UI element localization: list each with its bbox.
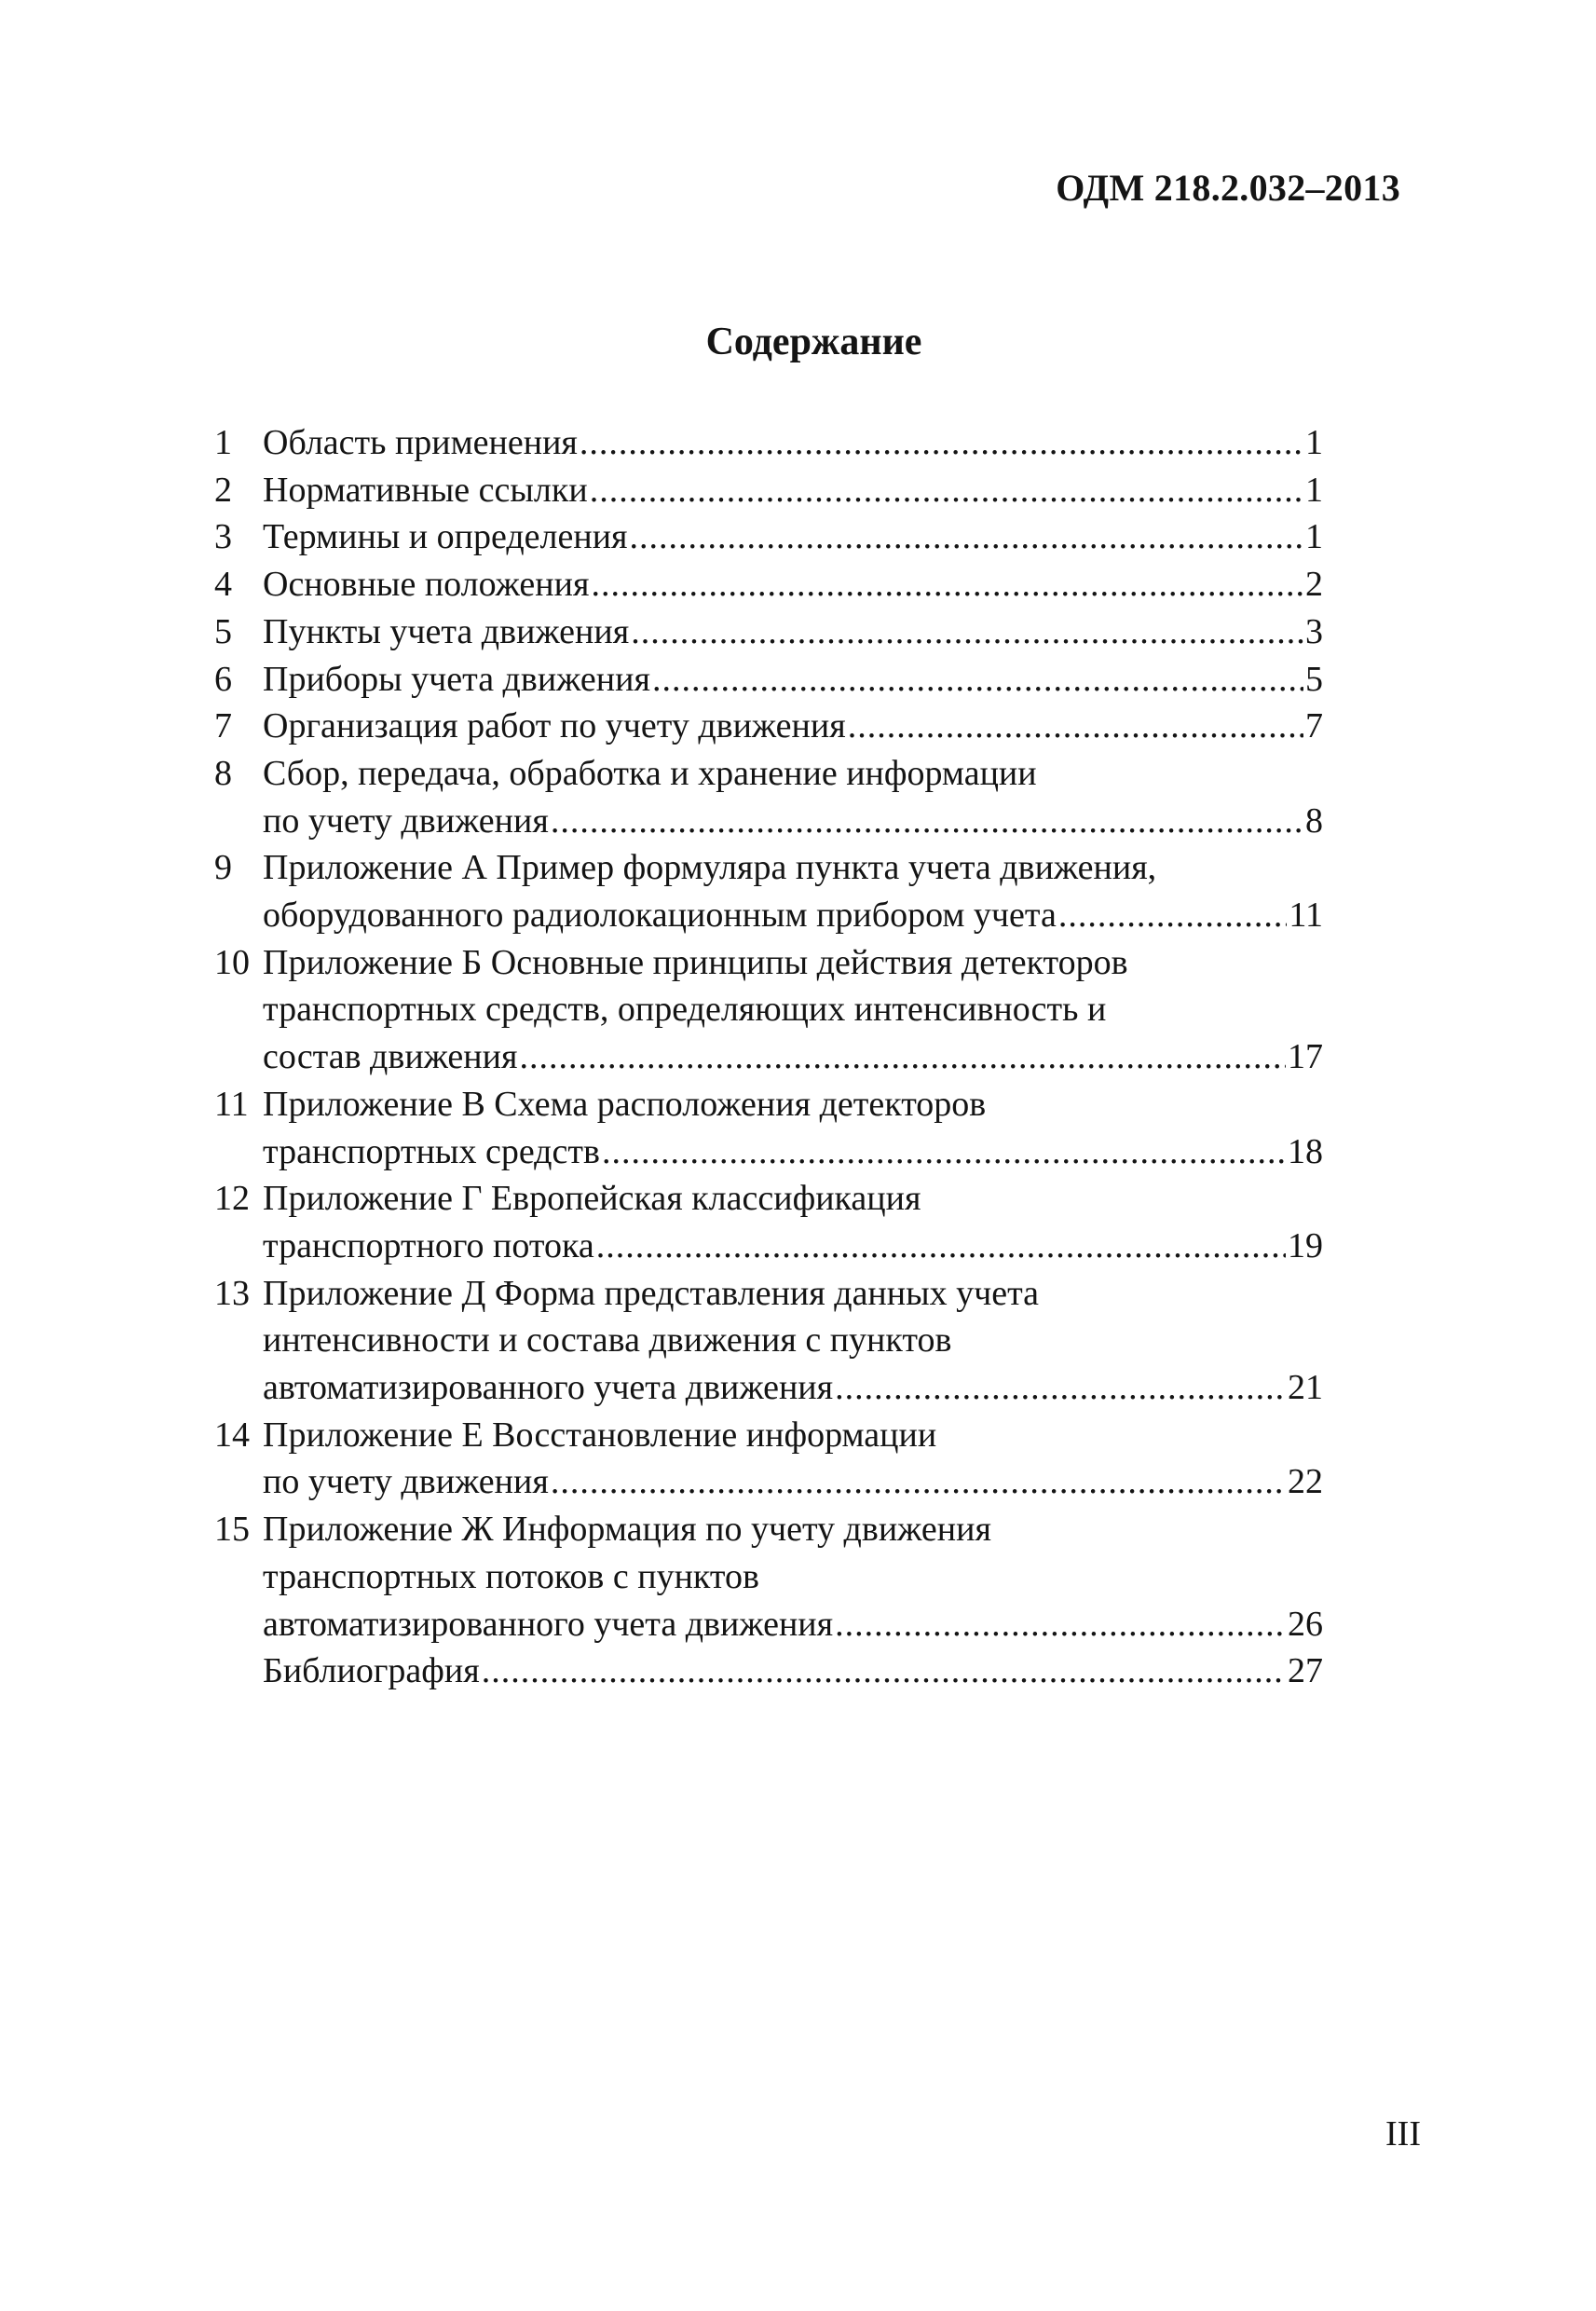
toc-entry-line [214,750,1323,798]
toc-entry-page: 26 [1288,1604,1323,1644]
toc-entry-page: 18 [1288,1131,1323,1171]
toc-entry-page: 19 [1288,1225,1323,1265]
toc-entry-text: Организация работ по учету движения [263,706,846,746]
toc-entry[interactable] [214,1175,1323,1269]
toc-entry-number: 9 [214,848,232,888]
toc-entry-line [214,656,1323,704]
toc-entry-number: 2 [214,470,232,510]
toc-entry-line [214,1317,1323,1364]
toc-entry-line [214,939,1323,987]
toc-entry-line [214,1081,1323,1128]
toc-entry[interactable] [214,703,1323,750]
toc-entry-line [214,467,1323,514]
toc-entry-line [214,1553,1323,1601]
toc-entry-number: 12 [214,1179,250,1219]
toc-entry-page: 22 [1288,1462,1323,1502]
toc-entry[interactable] [214,656,1323,704]
toc-entry-page: 3 [1305,611,1323,651]
document-code: ОДМ 218.2.032–2013 [1056,167,1400,209]
toc-entry[interactable] [214,939,1323,1081]
toc-entry-text: Приложение Е Восстановление информации [263,1415,937,1455]
toc-entry-text: автоматизированного учета движения [263,1604,834,1644]
toc-entry-page: 2 [1305,565,1323,605]
toc-entry-text: Нормативные ссылки [263,470,588,510]
toc-entry-text: Пункты учета движения [263,611,630,651]
toc-entry-number: 10 [214,942,250,982]
toc-entry[interactable] [214,561,1323,609]
toc-entry-line [214,986,1323,1033]
toc-entry-line [214,1364,1323,1412]
toc-entry-page: 8 [1305,800,1323,841]
toc-entry-line [214,1412,1323,1459]
toc-entry-text: Приборы учета движения [263,659,650,699]
toc-dot-leader [482,1648,1286,1695]
toc-entry-page: 11 [1289,896,1323,936]
toc-entry-line [214,1270,1323,1318]
toc-dot-leader [519,1033,1286,1081]
toc-entry-line [214,419,1323,467]
toc-entry-line [214,798,1323,845]
toc-entry-number: 3 [214,517,232,557]
toc-entry-page: 5 [1305,659,1323,699]
toc-entry[interactable] [214,1412,1323,1506]
toc-entry-text: автоматизированного учета движения [263,1368,834,1408]
toc-entry-line [214,892,1323,939]
toc-entry-line [214,609,1323,656]
toc-dot-leader [630,513,1303,561]
toc-title: Содержание [705,321,922,363]
toc-entry[interactable] [214,1081,1323,1175]
toc-entry-number: 5 [214,611,232,651]
toc-entry[interactable] [214,419,1323,467]
toc-entry-line [214,1175,1323,1223]
toc-entry-page: 17 [1288,1037,1323,1077]
toc-entry-text: Приложение Б Основные принципы действия детекторов [263,942,1128,982]
toc-entry-text: Приложение Г Европейская классификация [263,1179,921,1219]
toc-entry-text: транспортного потока [263,1225,594,1265]
toc-dot-leader [591,561,1303,609]
toc-entry-text: интенсивности и состава движения с пунктов [263,1320,952,1361]
toc-entry-number: 11 [214,1084,249,1124]
toc-entry[interactable] [214,1648,1323,1695]
toc-entry-text: транспортных средств [263,1131,600,1171]
toc-entry-number: 6 [214,659,232,699]
toc-dot-leader [602,1128,1286,1176]
toc-dot-leader [551,798,1303,845]
toc-entry-number: 13 [214,1273,250,1313]
toc-entry-number: 14 [214,1415,250,1455]
toc-entry-text: оборудованного радиолокационным прибором учета [263,896,1057,936]
toc-entry-number: 8 [214,753,232,793]
toc-entry-line [214,513,1323,561]
toc-entry[interactable] [214,750,1323,844]
toc-dot-leader [652,656,1303,704]
toc-entry-text: по учету движения [263,800,549,841]
toc-dot-leader [835,1364,1286,1412]
toc-entry-page: 21 [1288,1368,1323,1408]
toc-dot-leader [835,1601,1286,1648]
toc-entry-line [214,561,1323,609]
toc-entry-number: 7 [214,706,232,746]
toc-entry-line [214,1128,1323,1176]
toc-dot-leader [596,1223,1286,1270]
toc-entry-page: 27 [1288,1651,1323,1691]
toc-entry-text: транспортных потоков с пунктов [263,1556,759,1596]
toc-entry-text: Сбор, передача, обработка и хранение информации [263,753,1037,793]
toc-entry-line [214,1601,1323,1648]
toc-entry-text: состав движения [263,1037,518,1077]
toc-entry-page: 1 [1305,470,1323,510]
toc-entry-line [214,844,1323,892]
toc-entry[interactable] [214,844,1323,938]
toc-entry-text: Приложение Ж Информация по учету движения [263,1510,991,1550]
toc-entry-line [214,703,1323,750]
toc-entry-number: 15 [214,1510,250,1550]
toc-entry-line [214,1648,1323,1695]
toc-dot-leader [1058,892,1288,939]
toc-entry-number: 1 [214,423,232,462]
toc-dot-leader [551,1458,1286,1506]
page-number: III [1385,2114,1421,2154]
table-of-contents [214,419,1323,1695]
toc-entry-line [214,1458,1323,1506]
toc-entry-text: транспортных средств, определяющих интенсивность и [263,990,1107,1030]
toc-entry-line [214,1506,1323,1553]
toc-dot-leader [580,419,1303,467]
toc-entry-text: Приложение Д Форма представления данных учета [263,1273,1040,1313]
toc-entry-page: 1 [1305,517,1323,557]
toc-entry-text: Область применения [263,423,578,462]
toc-entry[interactable] [214,1270,1323,1412]
toc-entry[interactable] [214,467,1323,514]
toc-dot-leader [848,703,1303,750]
toc-entry-page: 1 [1305,423,1323,462]
toc-entry-line [214,1223,1323,1270]
toc-entry-text: Приложение А Пример формуляра пункта учета движения, [263,848,1157,888]
toc-entry-number: 4 [214,565,232,605]
toc-entry-text: Термины и определения [263,517,628,557]
toc-entry-text: Библиография [263,1651,480,1691]
toc-dot-leader [631,609,1303,656]
toc-entry[interactable] [214,1506,1323,1648]
toc-entry-text: Основные положения [263,565,590,605]
toc-entry-text: Приложение В Схема расположения детекторов [263,1084,987,1124]
toc-entry-page: 7 [1305,706,1323,746]
toc-entry-line [214,1033,1323,1081]
toc-entry-text: по учету движения [263,1462,549,1502]
toc-entry[interactable] [214,609,1323,656]
toc-dot-leader [590,467,1303,514]
toc-entry[interactable] [214,513,1323,561]
